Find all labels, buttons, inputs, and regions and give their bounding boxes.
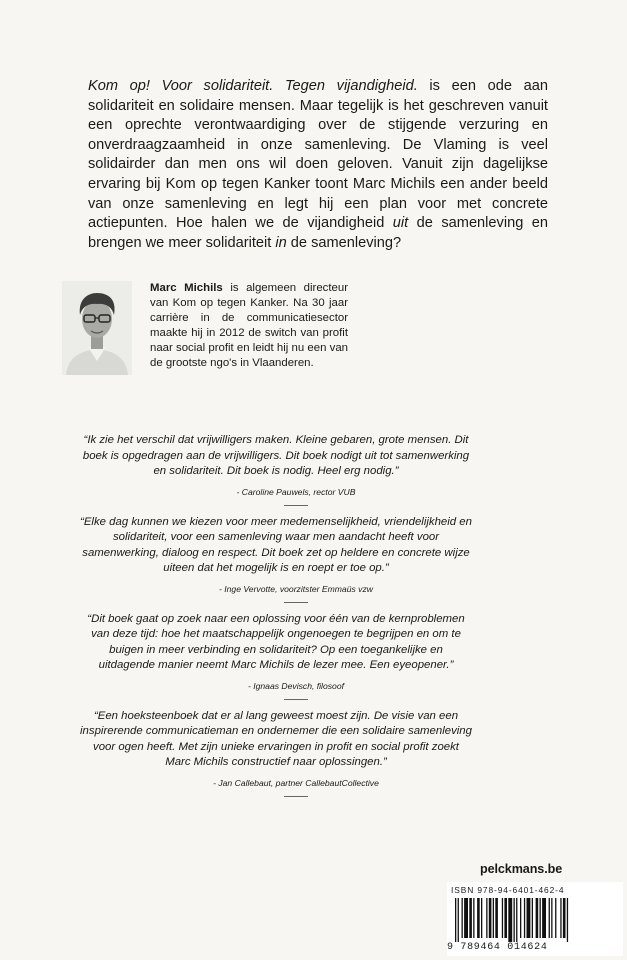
blurb-text-2: de samenleving en brengen we meer solidariteit <box>88 215 549 251</box>
author-bio <box>150 281 348 371</box>
blurb-emphasis-in: in <box>275 234 287 251</box>
endorsement-quote: “Een hoeksteenboek dat er al lang geweest moest zijn. De visie van een inspirerende communicatieman en ondernemer die een solidaire samenleving voor ogen heeft. Met zijn unieke ervaringen in profit en social profit zoekt Marc Michils constructief naar oplossingen.” <box>80 709 472 768</box>
publisher-url: pelckmans.be <box>480 862 563 876</box>
blurb-text-1: is een ode aan solidariteit en solidaire mensen. Maar tegelijk is het geschreven vanuit een oprechte verontwaardiging over de stijgende verzuring en onverdraagzaamheid in onze samenleving. De Vlaming is veel solidairder dan men ons wil doen geloven. Vanuit zijn dagelijkse ervaring bij Kom op tegen Kanker toont Marc Michils een ander beeld van onze samenleving en legt hij een plan voor met concrete actiepunten. Hoe halen we de vijandigheid <box>88 78 548 232</box>
barcode-icon <box>453 898 617 942</box>
endorsement-attribution: - Inge Vervotte, voorzitster Emmaüs vzw <box>219 583 373 594</box>
divider <box>284 505 308 506</box>
endorsements <box>80 433 472 806</box>
divider <box>284 699 308 700</box>
divider <box>284 602 308 603</box>
author-name: Marc Michils <box>150 282 223 294</box>
book-title: Kom op! Voor solidariteit. Tegen vijandigheid. <box>88 78 418 94</box>
endorsement-quote: “Elke dag kunnen we kiezen voor meer medemenselijkheid, vriendelijkheid en solidariteit, voor een samenleving waar men aandacht heeft voor samenwerking, dialoog en respect. Dit boek zet op heldere en concrete wijze uiteen dat het mogelijk is en roept er toe op.” <box>80 515 472 574</box>
endorsement-quote: “Dit boek gaat op zoek naar een oplossing voor één van de kernproblemen van deze tijd: hoe het maatschappelijk ongenoegen te begrijpen en om te buigen in meer verbinding en solidariteit? Op een toegankelijke en uitdagende manier neemt Marc Michils de lezer mee. Een eyeopener.” <box>87 612 465 671</box>
author-section <box>62 281 522 377</box>
endorsement-item <box>80 612 472 700</box>
isbn-label: ISBN 978-94-6401-462-4 <box>451 885 565 895</box>
blurb-text-3: de samenleving? <box>286 234 402 251</box>
endorsement-attribution: - Jan Callebaut, partner CallebautCollective <box>213 777 379 788</box>
back-cover-blurb <box>88 77 548 253</box>
divider <box>284 796 308 797</box>
isbn-barcode-block <box>447 882 623 956</box>
blurb-emphasis-uit: uit <box>392 215 409 232</box>
endorsement-quote: “Ik zie het verschil dat vrijwilligers maken. Kleine gebaren, grote mensen. Dit boek is opgedragen aan de vrijwilligers. Dit boek nodigt uit tot samenwerking en solidariteit. Dit boek is nodig. Heel erg nodig.” <box>82 434 470 477</box>
barcode-digits: 9 789464 014624 <box>447 942 548 953</box>
endorsement-item <box>80 709 472 797</box>
endorsement-attribution: - Caroline Pauwels, rector VUB <box>236 486 356 497</box>
author-portrait-icon <box>62 281 132 375</box>
endorsement-attribution: - Ignaas Devisch, filosoof <box>247 680 344 691</box>
author-bio-text: is algemeen directeur van Kom op tegen Kanker. Na 30 jaar carrière in de communicatiesector maakte hij in 2012 de switch van profit naar social profit en leidt hij nu een van de grootste ngo's in Vlaanderen. <box>150 282 348 369</box>
author-photo-drawing <box>62 281 132 375</box>
endorsement-item <box>80 433 472 506</box>
endorsement-item <box>80 515 472 603</box>
